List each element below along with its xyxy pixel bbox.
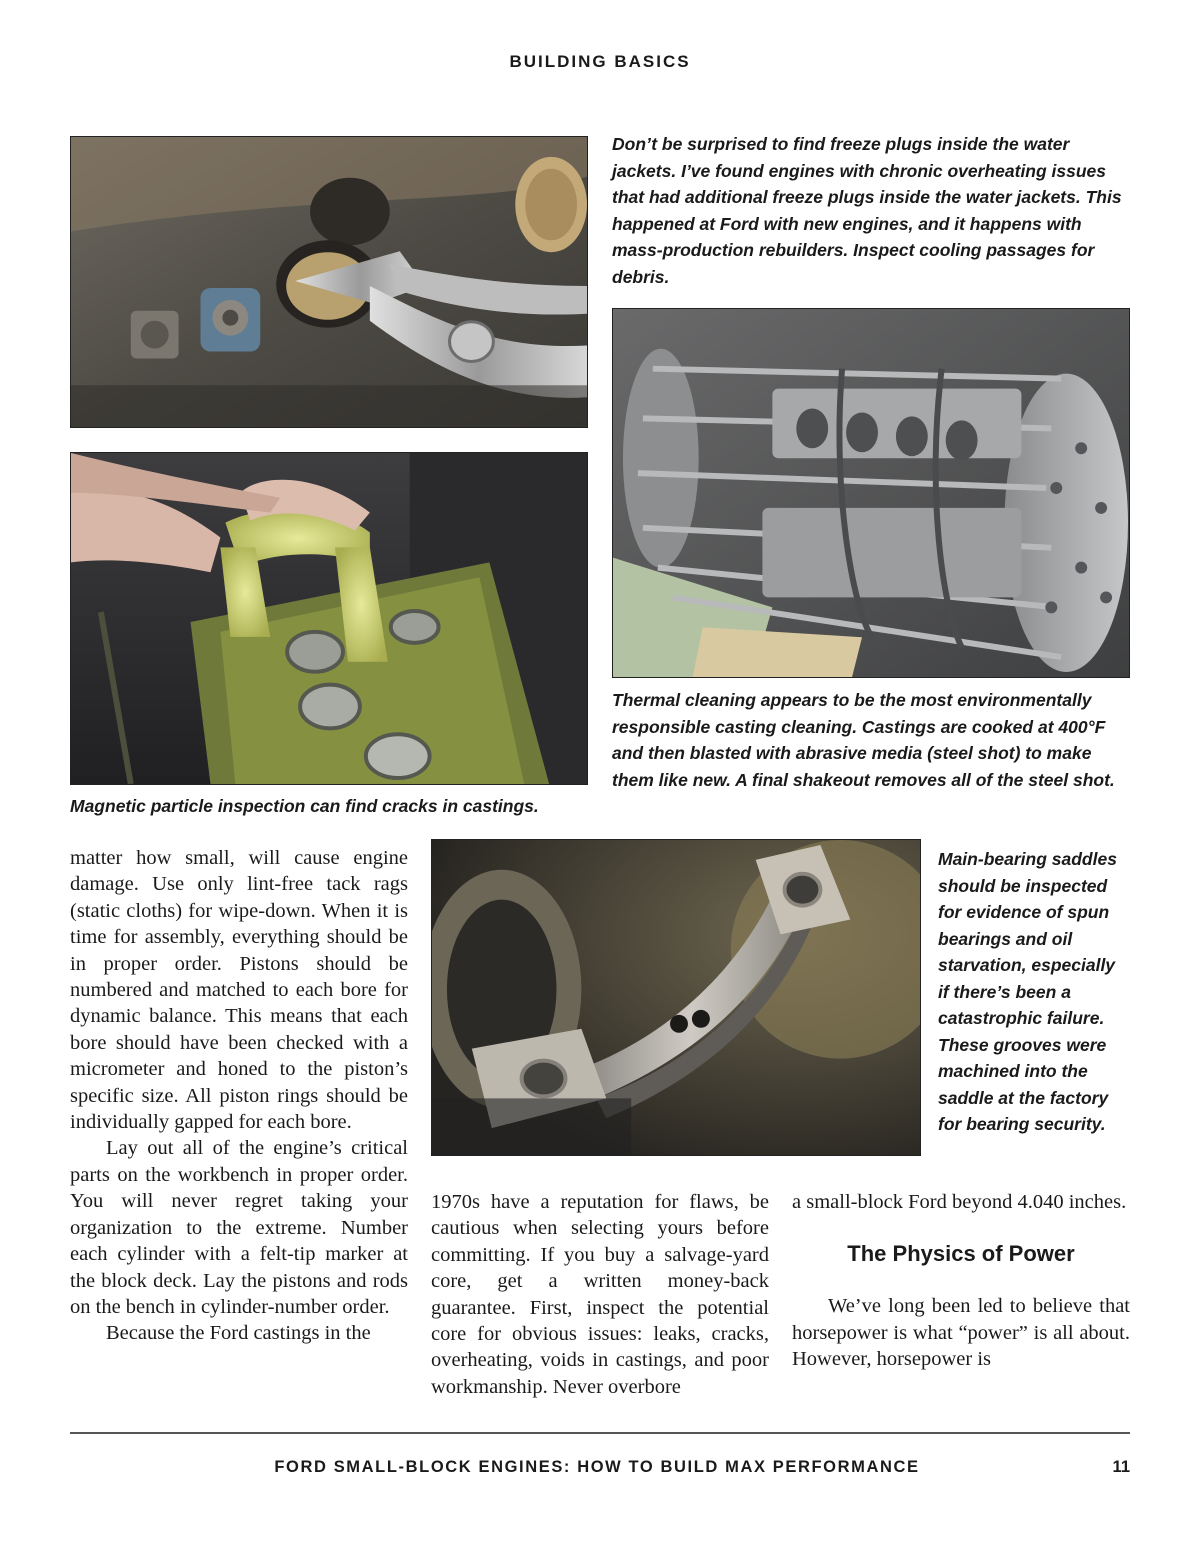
footer-rule <box>70 1432 1130 1434</box>
body-paragraph: Because the Ford castings in the <box>106 1322 371 1345</box>
running-head: BUILDING BASICS <box>509 52 691 71</box>
freeze-plug-photo <box>70 136 588 428</box>
body-paragraph: matter how small, will cause engine damage. Use only lint-free tack rags (static cloths) for wipe-down. When it is time for assembly, everything should be in proper order. Pistons should be numbered and matched to each bore for dynamic balance. This means that each bore should have been checked with a micrometer and honed to the piston’s specific size. All piston rings should be individually gapped for each bore. <box>70 847 408 1134</box>
freeze-plug-caption: Don’t be surprised to find freeze plugs inside the water jackets. I’ve found engines with chronic overheating issues that had additional freeze plugs inside the water jackets. This happened at Ford with new engines, and it happens with mass-production rebuilders. Inspect cooling passages for debris. <box>612 134 1122 287</box>
body-paragraph: Lay out all of the engine’s critical parts on the workbench in proper order. You will never regret taking your organization to the extreme. Number each cylinder with a felt-tip marker at the block deck. Lay the pistons and rods on the bench in cylinder-number order. <box>70 1137 408 1318</box>
body-paragraph: a small-block Ford beyond 4.040 inches. <box>792 1191 1127 1213</box>
body-paragraph: We’ve long been led to believe that horsepower is what “power” is all about. However, horsepower is <box>792 1295 1130 1371</box>
body-paragraph: 1970s have a reputation for flaws, be cautious when selecting yours before committing. If you buy a salvage-yard core, get a written money-back guarantee. First, inspect the potential core for obvious issues: leaks, cracks, overheating, voids in castings, and poor workmanship. Never overbore <box>431 1191 769 1398</box>
magnetic-inspection-caption: Magnetic particle inspection can find cracks in castings. <box>70 796 539 816</box>
body-column-3 <box>792 1189 1130 1373</box>
thermal-cleaning-caption: Thermal cleaning appears to be the most environmentally responsible casting cleaning. Castings are cooked at 400°F and then blasted with abrasive media (steel shot) to make them like new. A final shakeout removes all of the steel shot. <box>612 690 1115 790</box>
main-bearing-caption: Main-bearing saddles should be inspected for evidence of spun bearings and oil starvation, especially if there’s been a catastrophic failure. These grooves were machined into the saddle at the factory for bearing security. <box>938 849 1117 1134</box>
section-heading: The Physics of Power <box>847 1241 1075 1267</box>
body-column-2 <box>431 1189 769 1400</box>
page-number: 11 <box>1112 1458 1130 1476</box>
main-bearing-saddle-photo <box>431 839 921 1156</box>
body-column-1 <box>70 845 408 1347</box>
magnetic-inspection-photo <box>70 452 588 785</box>
thermal-cleaning-photo <box>612 308 1130 678</box>
footer-book-title: FORD SMALL-BLOCK ENGINES: HOW TO BUILD MAX PERFORMANCE <box>274 1458 920 1476</box>
